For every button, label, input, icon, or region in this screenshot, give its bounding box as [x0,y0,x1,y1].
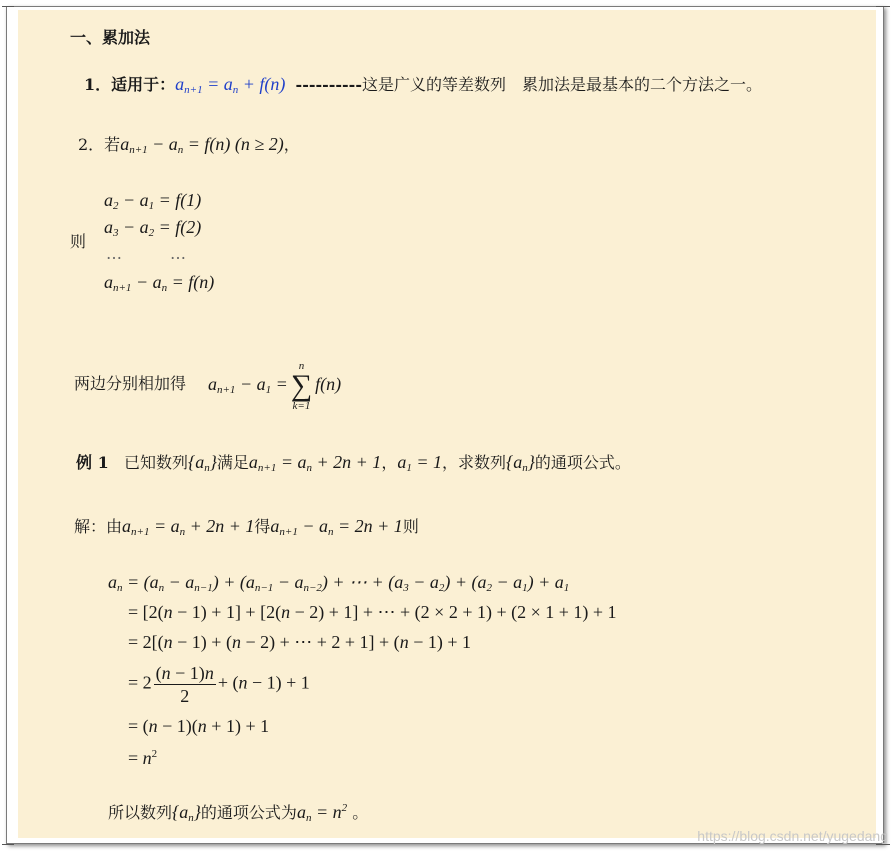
ellipsis-right: … [170,244,186,263]
sigma-sign: n ∑ k=1 [290,360,313,412]
equation-row-2: $a_3 - a_2 = f(2)$ [104,217,202,239]
derivation-line-4: = 2 $\frac{(n - 1)n}{2}$ + (n − 1) + 1 [128,663,310,706]
section-title: 一、累加法 [70,28,151,47]
example-text-b: 满足 [216,453,249,472]
derivation-line-5: = (n − 1)(n + 1) + 1 [128,716,270,736]
example-text-a: 已知数列 [123,453,188,472]
conclusion-seq: $\{a_n\}$ [172,802,201,824]
solution-label: 解：由 [74,517,123,536]
ellipsis-left: … [106,244,122,263]
corner-mark-bl [2,844,14,845]
corner-mark-tr [876,6,890,7]
step2-suffix: ， [283,135,300,154]
step1-note: 这是广义的等差数列 累加法是最基本的二个方法之一。 [361,75,762,94]
example-text-d: ，求数列 [441,453,506,472]
example-seq-2: $\{a_n\}$ [506,452,535,474]
conclusion-text-b: 的通项公式为 [200,803,297,822]
conclusion-text-a: 所以数列 [108,803,173,822]
example-initial: $a_1 = 1$ [397,452,442,474]
step1-label: 1．适用于： [84,75,176,94]
conclusion-text-c: 。 [352,803,369,822]
example-label: 例 1 [76,453,109,472]
equation-row-n: $a_{n+1} - a_n = f(n)$ [104,272,215,294]
example-line [76,452,631,473]
example-text-e: 的通项公式。 [534,453,631,472]
conclusion-line [108,802,368,823]
then-label: 则 [70,232,87,251]
example-recurrence: $a_{n+1} = a_n + 2n + 1$ [248,452,382,474]
solution-recurrence: $a_{n+1} = a_n + 2n + 1$ [122,516,255,538]
corner-mark-br [876,844,890,845]
equation-row-1: $a_2 - a_1 = f(1)$ [104,190,202,212]
example-seq-1: $\{a_n\}$ [188,452,217,474]
step2-line [78,134,300,155]
watermark: https://blog.csdn.net/yugedang [697,828,888,844]
solution-line [74,516,419,537]
solution-difference: $a_{n+1} - a_n = 2n + 1$ [270,516,403,538]
sum-label: 两边分别相加得 [74,374,187,393]
step1-dashes: ---------- [295,75,362,94]
corner-mark-tl [2,6,14,7]
example-text-c: ， [381,453,398,472]
solution-mid: 得 [254,517,271,536]
fraction: $\frac{(n - 1)n}{2}$ [155,663,214,706]
conclusion-formula: $a_n = n^2$ [296,802,348,824]
step1-formula: $a_{n+1} = a_n + f(n)$ [175,74,286,96]
document-page [18,10,876,838]
derivation-line-1: $a_n = (a_n - a_{n-1}) + (a_{n-1} - a_{n-2})$ + ⋯ + $(a_3 - a_2) + (a_2 - a_1) + a_1$ [108,572,570,594]
step2-prefix: 2．若 [78,135,121,154]
derivation-line-2: = [2(n − 1) + 1] + [2(n − 2) + 1] + ⋯ + (2 × 2 + 1) + (2 × 1 + 1) + 1 [128,602,617,622]
solution-end: 则 [402,517,419,536]
sum-formula: $a_{n+1} - a_1$ = n ∑ k=1 f(n) [208,360,342,412]
derivation-line-3: = 2[(n − 1) + (n − 2) + ⋯ + 2 + 1] + (n − 1) + 1 [128,632,471,652]
step2-formula: $a_{n+1} - a_n = f(n) (n \ge 2)$ [120,134,284,156]
derivation-line-6: = $n^2$ [128,748,158,768]
step1-line [84,74,762,95]
